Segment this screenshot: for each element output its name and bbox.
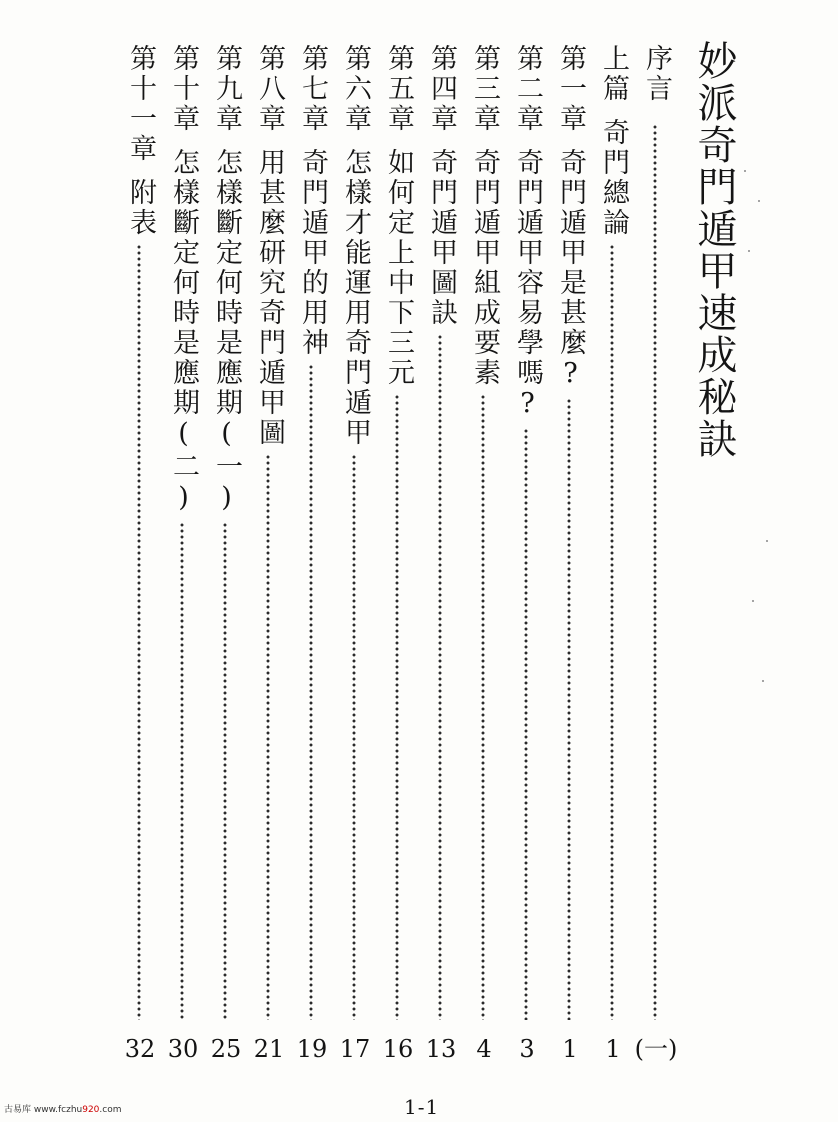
- toc-title: 附表: [125, 178, 156, 238]
- leader-dots: [309, 364, 313, 1020]
- leader-dots: [610, 244, 614, 1020]
- toc-label: [249, 44, 289, 448]
- leader-dots: [223, 522, 227, 1020]
- toc-label: [507, 44, 547, 422]
- toc-page: (一): [634, 1035, 678, 1063]
- leader-dots: [352, 454, 356, 1020]
- toc-page: 4: [476, 1035, 492, 1063]
- toc-chapter: 第七章: [297, 44, 328, 134]
- page-number: 1-1: [404, 1095, 440, 1119]
- toc-page: 17: [339, 1035, 371, 1063]
- toc-label: [292, 44, 332, 358]
- toc-chapter: 第一章: [555, 44, 586, 134]
- toc-label: [163, 44, 203, 516]
- toc-title: 奇門遁甲組成要素: [469, 148, 500, 388]
- toc-entry-chapter-8: [249, 44, 289, 1064]
- toc-page: 1: [562, 1035, 578, 1063]
- toc-entry-chapter-1: [550, 44, 590, 1064]
- book-title: 妙派奇門遁甲速成秘訣: [691, 40, 737, 460]
- toc-entry-chapter-6: [335, 44, 375, 1064]
- footer-watermark: [4, 1102, 122, 1115]
- toc-label: [335, 44, 375, 448]
- toc-entry-chapter-11: [120, 44, 160, 1064]
- toc-chapter: 第八章: [254, 44, 285, 134]
- toc-page: 21: [253, 1035, 285, 1063]
- toc-chapter: 上篇: [598, 44, 629, 104]
- footer-prefix: 古易库 www.fczhu: [4, 1105, 83, 1115]
- toc-chapter: 第五章: [383, 44, 414, 134]
- toc-title: 怎樣斷定何時是應期(一): [211, 148, 242, 516]
- toc-page: 32: [124, 1035, 156, 1063]
- leader-dots: [395, 394, 399, 1020]
- toc-label: [464, 44, 504, 388]
- toc-page: 16: [382, 1035, 414, 1063]
- toc-page: 1: [605, 1035, 621, 1063]
- toc-page: 13: [425, 1035, 457, 1063]
- toc-entry-chapter-3: [464, 44, 504, 1064]
- leader-dots: [438, 334, 442, 1020]
- leader-dots: [180, 522, 184, 1020]
- toc-label: [120, 44, 160, 238]
- toc-title: 奇門遁甲是甚麼?: [555, 148, 586, 392]
- toc-entry-preface: [636, 44, 676, 1064]
- toc-page: 30: [167, 1035, 199, 1063]
- toc-chapter: 序言: [641, 44, 672, 104]
- leader-dots: [481, 394, 485, 1020]
- toc-title: 奇門遁甲的用神: [297, 148, 328, 358]
- leader-dots: [266, 454, 270, 1020]
- toc-page: 19: [296, 1035, 328, 1063]
- toc-chapter: 第四章: [426, 44, 457, 134]
- leader-dots: [567, 398, 571, 1020]
- toc-chapter: 第十一章: [125, 44, 156, 164]
- toc-entry-chapter-2: [507, 44, 547, 1064]
- toc-entry-chapter-7: [292, 44, 332, 1064]
- toc-label: [550, 44, 590, 392]
- toc-chapter: 第六章: [340, 44, 371, 134]
- toc-title: 奇門總論: [598, 118, 629, 238]
- toc-label: [636, 44, 676, 118]
- toc-label: [593, 44, 633, 238]
- toc-entry-chapter-9: [206, 44, 246, 1064]
- toc-entry-chapter-4: [421, 44, 461, 1064]
- toc-title: 用甚麼研究奇門遁甲圖: [254, 148, 285, 448]
- footer-highlight: 920: [82, 1105, 100, 1115]
- toc-chapter: 第九章: [211, 44, 242, 134]
- scan-specks: [740, 160, 780, 760]
- leader-dots: [137, 244, 141, 1020]
- toc-title: 奇門遁甲容易學嗎?: [512, 148, 543, 422]
- toc-entry-chapter-5: [378, 44, 418, 1064]
- leader-dots: [524, 428, 528, 1020]
- toc-chapter: 第二章: [512, 44, 543, 134]
- toc-title: 怎樣斷定何時是應期(二): [168, 148, 199, 516]
- toc-page: 3: [519, 1035, 535, 1063]
- toc-entry-chapter-10: [163, 44, 203, 1064]
- leader-dots: [653, 124, 657, 1020]
- toc-chapter: 第三章: [469, 44, 500, 134]
- footer-suffix: .com: [99, 1105, 122, 1115]
- toc-page: 25: [210, 1035, 242, 1063]
- toc-chapter: 第十章: [168, 44, 199, 134]
- toc-title: 怎樣才能運用奇門遁甲: [340, 148, 371, 448]
- toc-label: [378, 44, 418, 388]
- toc-title: 如何定上中下三元: [383, 148, 414, 388]
- toc-label: [421, 44, 461, 328]
- toc-label: [206, 44, 246, 516]
- toc-entry-part-1: [593, 44, 633, 1064]
- toc-title: 奇門遁甲圖訣: [426, 148, 457, 328]
